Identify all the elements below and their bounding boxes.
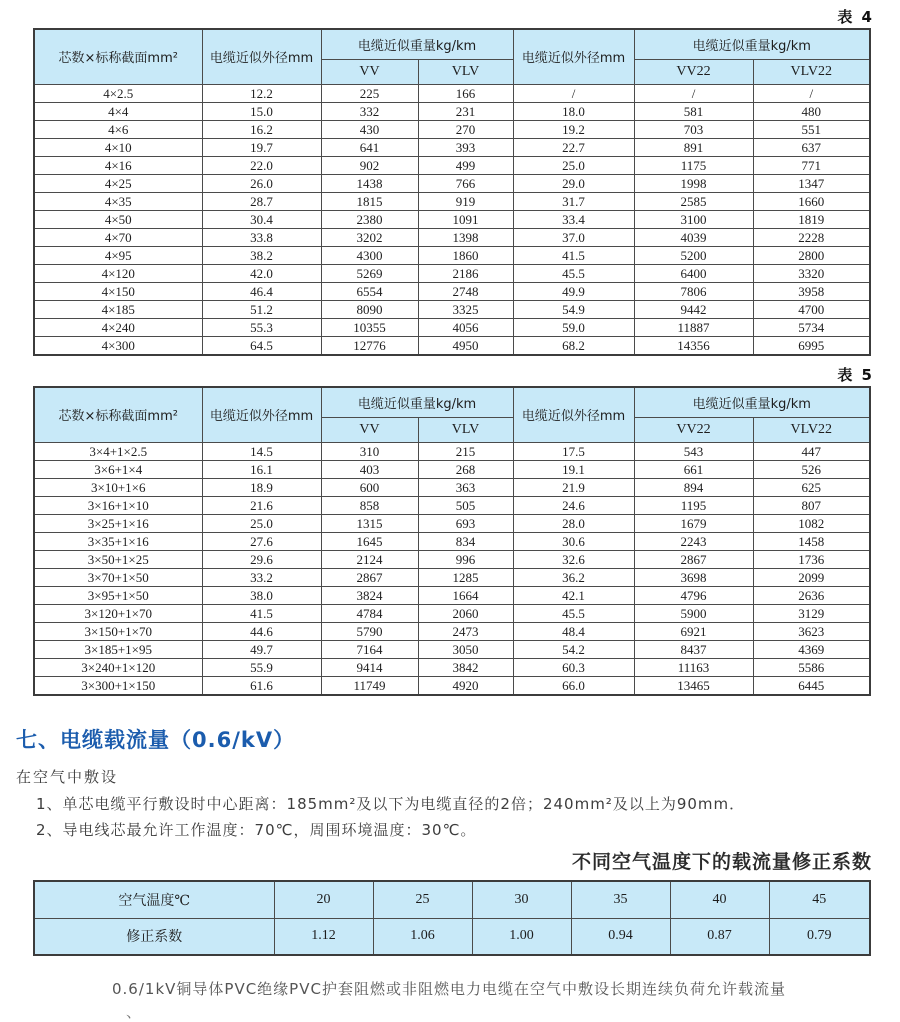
table-cell: 807	[753, 496, 870, 514]
table-cell: 225	[321, 84, 418, 102]
table-cell: 45.5	[513, 264, 634, 282]
table-cell: 2748	[418, 282, 513, 300]
table-cell: 641	[321, 138, 418, 156]
table-cell: 1860	[418, 246, 513, 264]
table-cell: 996	[418, 550, 513, 568]
table-cell: 363	[418, 478, 513, 496]
table-cell: 11163	[634, 658, 753, 676]
table-cell: 3×150+1×70	[34, 622, 202, 640]
table-cell: 637	[753, 138, 870, 156]
table-cell: 4950	[418, 336, 513, 355]
table-cell: 4×185	[34, 300, 202, 318]
table-cell: 42.1	[513, 586, 634, 604]
table-cell: 1315	[321, 514, 418, 532]
table-cell: 4300	[321, 246, 418, 264]
table-cell: 1175	[634, 156, 753, 174]
table-cell: 16.1	[202, 460, 321, 478]
table-cell: 24.6	[513, 496, 634, 514]
table-cell: 661	[634, 460, 753, 478]
table-cell: 15.0	[202, 102, 321, 120]
table-cell: 4784	[321, 604, 418, 622]
table-cell: 2228	[753, 228, 870, 246]
table-cell: 6445	[753, 676, 870, 695]
table-cell: 3623	[753, 622, 870, 640]
table-cell: 38.2	[202, 246, 321, 264]
table-cell: 9442	[634, 300, 753, 318]
table-cell: 46.4	[202, 282, 321, 300]
table-cell: 268	[418, 460, 513, 478]
table-cell: 1398	[418, 228, 513, 246]
header-outer-diameter: 电缆近似外径mm	[202, 29, 321, 84]
correction-coefficient-table	[33, 880, 871, 956]
table4-body	[34, 84, 870, 355]
table-cell: 3×6+1×4	[34, 460, 202, 478]
header-vv22: VV22	[634, 59, 753, 84]
table-cell: 3×95+1×50	[34, 586, 202, 604]
table4-label: 表 4	[837, 8, 874, 26]
table-cell: 3×70+1×50	[34, 568, 202, 586]
table-cell: 581	[634, 102, 753, 120]
table-cell: 32.6	[513, 550, 634, 568]
footer-description: 0.6/1kV铜导体PVC绝缘PVC护套阻燃或非阻燃电力电缆在空气中敷设长期连续负荷允许载流量	[112, 980, 786, 998]
table-cell: 40	[670, 881, 769, 918]
table-cell: 51.2	[202, 300, 321, 318]
table-cell: 858	[321, 496, 418, 514]
section-title-ampacity: 七、电缆载流量（0.6/kV）	[16, 728, 296, 752]
table-cell: 66.0	[513, 676, 634, 695]
table-cell: 3×50+1×25	[34, 550, 202, 568]
table-cell: 3×16+1×10	[34, 496, 202, 514]
header-outer-diameter-2: 电缆近似外径mm	[513, 387, 634, 442]
header-vlv22: VLV22	[753, 59, 870, 84]
table-cell: 703	[634, 120, 753, 138]
table-row	[34, 918, 870, 955]
table-row	[34, 282, 870, 300]
table-cell: 403	[321, 460, 418, 478]
header-vlv: VLV	[418, 59, 513, 84]
table-cell: 14.5	[202, 442, 321, 460]
table-cell: 8437	[634, 640, 753, 658]
table-cell: 4×50	[34, 210, 202, 228]
table-cell: 21.9	[513, 478, 634, 496]
table-row	[34, 174, 870, 192]
table-row	[34, 300, 870, 318]
table-row	[34, 192, 870, 210]
table-cell: 13465	[634, 676, 753, 695]
table-row	[34, 550, 870, 568]
table-row	[34, 84, 870, 102]
table-cell: 55.3	[202, 318, 321, 336]
table-row	[34, 658, 870, 676]
table-cell: 3×4+1×2.5	[34, 442, 202, 460]
table-cell: 空气温度℃	[34, 881, 274, 918]
table-cell: 2867	[634, 550, 753, 568]
table-cell: 11749	[321, 676, 418, 695]
table-cell: 3×185+1×95	[34, 640, 202, 658]
table-cell: 31.7	[513, 192, 634, 210]
header-row	[34, 29, 870, 59]
table-cell: 543	[634, 442, 753, 460]
table-cell: 12776	[321, 336, 418, 355]
header-weight: 电缆近似重量kg/km	[321, 29, 513, 59]
table-cell: 2124	[321, 550, 418, 568]
table-cell: 5586	[753, 658, 870, 676]
table-cell: 4×240	[34, 318, 202, 336]
table-cell: 42.0	[202, 264, 321, 282]
note-temperature: 2、导电线芯最允许工作温度：70℃，周围环境温度：30℃。	[36, 821, 477, 839]
table-cell: 332	[321, 102, 418, 120]
header-vlv: VLV	[418, 417, 513, 442]
table-cell: 3129	[753, 604, 870, 622]
header-outer-diameter-2: 电缆近似外径mm	[513, 29, 634, 84]
table-cell: 4×95	[34, 246, 202, 264]
table-cell: 2380	[321, 210, 418, 228]
table-cell: 600	[321, 478, 418, 496]
table-cell: 19.1	[513, 460, 634, 478]
table-row	[34, 622, 870, 640]
table-cell: 1645	[321, 532, 418, 550]
table-cell: 30.6	[513, 532, 634, 550]
table-cell: 2867	[321, 568, 418, 586]
table-cell: 28.0	[513, 514, 634, 532]
table-cell: 4369	[753, 640, 870, 658]
table-cell: 4×16	[34, 156, 202, 174]
table-cell: 68.2	[513, 336, 634, 355]
table-cell: 25.0	[513, 156, 634, 174]
table-cell: 3698	[634, 568, 753, 586]
table-cell: 2186	[418, 264, 513, 282]
table-cell: 18.9	[202, 478, 321, 496]
table-cell: 1458	[753, 532, 870, 550]
table-cell: 49.9	[513, 282, 634, 300]
table-cell: 6995	[753, 336, 870, 355]
table-cell: 4×2.5	[34, 84, 202, 102]
table-cell: 0.94	[571, 918, 670, 955]
table-cell: 19.7	[202, 138, 321, 156]
table-cell: 29.0	[513, 174, 634, 192]
table-cell: 54.9	[513, 300, 634, 318]
table-row	[34, 318, 870, 336]
table-cell: /	[634, 84, 753, 102]
table-cell: 3×240+1×120	[34, 658, 202, 676]
table-cell: 0.79	[769, 918, 870, 955]
table-cell: 1679	[634, 514, 753, 532]
table-cell: 1438	[321, 174, 418, 192]
table-row	[34, 210, 870, 228]
table-cell: 3824	[321, 586, 418, 604]
table-cell: 26.0	[202, 174, 321, 192]
table-cell: 902	[321, 156, 418, 174]
air-laying-heading: 在空气中敷设	[16, 768, 119, 786]
table-cell: 2636	[753, 586, 870, 604]
table-cell: 5790	[321, 622, 418, 640]
table-cell: 19.2	[513, 120, 634, 138]
table-cell: 430	[321, 120, 418, 138]
table-cell: 894	[634, 478, 753, 496]
header-vv: VV	[321, 417, 418, 442]
table-cell: 499	[418, 156, 513, 174]
table-row	[34, 228, 870, 246]
table-cell: 22.7	[513, 138, 634, 156]
table-cell: 1815	[321, 192, 418, 210]
table-cell: 1.00	[472, 918, 571, 955]
table-cell: 3320	[753, 264, 870, 282]
table-cell: 5200	[634, 246, 753, 264]
table-cell: 4×300	[34, 336, 202, 355]
table-cell: 6554	[321, 282, 418, 300]
table-cell: 61.6	[202, 676, 321, 695]
table-row	[34, 640, 870, 658]
table-cell: 2585	[634, 192, 753, 210]
table-row	[34, 264, 870, 282]
table-cell: 45	[769, 881, 870, 918]
table-cell: 1998	[634, 174, 753, 192]
table-cell: 4700	[753, 300, 870, 318]
table-cell: 7164	[321, 640, 418, 658]
table-cell: 2473	[418, 622, 513, 640]
table-cell: 480	[753, 102, 870, 120]
table-cell: /	[753, 84, 870, 102]
table-cell: 64.5	[202, 336, 321, 355]
table-cell: 1347	[753, 174, 870, 192]
table-row	[34, 138, 870, 156]
table-cell: 2060	[418, 604, 513, 622]
cable-table-4	[33, 28, 871, 356]
table-cell: 4×25	[34, 174, 202, 192]
table-cell: 9414	[321, 658, 418, 676]
table-cell: 41.5	[202, 604, 321, 622]
table5-label: 表 5	[837, 366, 874, 384]
table-row	[34, 102, 870, 120]
table-cell: 33.4	[513, 210, 634, 228]
header-weight-2: 电缆近似重量kg/km	[634, 29, 870, 59]
table-cell: 12.2	[202, 84, 321, 102]
header-vv: VV	[321, 59, 418, 84]
table-cell: 3×300+1×150	[34, 676, 202, 695]
table-cell: 2099	[753, 568, 870, 586]
table-cell: 35	[571, 881, 670, 918]
table-row	[34, 514, 870, 532]
table-cell: 修正系数	[34, 918, 274, 955]
table-cell: 834	[418, 532, 513, 550]
table-cell: 3×10+1×6	[34, 478, 202, 496]
table-row	[34, 604, 870, 622]
table-cell: 44.6	[202, 622, 321, 640]
table-cell: 33.2	[202, 568, 321, 586]
table-cell: 1819	[753, 210, 870, 228]
table-cell: 16.2	[202, 120, 321, 138]
table-cell: 14356	[634, 336, 753, 355]
table-cell: 0.87	[670, 918, 769, 955]
table-cell: 11887	[634, 318, 753, 336]
table-cell: 3958	[753, 282, 870, 300]
table-cell: 54.2	[513, 640, 634, 658]
table-cell: 4796	[634, 586, 753, 604]
table4-header	[34, 29, 870, 84]
table-cell: 4×6	[34, 120, 202, 138]
table-cell: 6921	[634, 622, 753, 640]
header-vv22: VV22	[634, 417, 753, 442]
table-cell: 4×150	[34, 282, 202, 300]
table-cell: 3050	[418, 640, 513, 658]
table-cell: 166	[418, 84, 513, 102]
table-cell: 1660	[753, 192, 870, 210]
table-cell: 6400	[634, 264, 753, 282]
table-cell: 2243	[634, 532, 753, 550]
table-cell: 3202	[321, 228, 418, 246]
header-row	[34, 387, 870, 417]
table-cell: 3100	[634, 210, 753, 228]
table-row	[34, 496, 870, 514]
table5-body	[34, 442, 870, 695]
table-cell: 625	[753, 478, 870, 496]
header-weight-2: 电缆近似重量kg/km	[634, 387, 870, 417]
table-cell: 5900	[634, 604, 753, 622]
table-cell: 45.5	[513, 604, 634, 622]
table-cell: 2800	[753, 246, 870, 264]
table-cell: 30.4	[202, 210, 321, 228]
table-cell: 231	[418, 102, 513, 120]
table-cell: 5269	[321, 264, 418, 282]
table-cell: 18.0	[513, 102, 634, 120]
table-cell: 41.5	[513, 246, 634, 264]
table-cell: 25.0	[202, 514, 321, 532]
table-cell: 60.3	[513, 658, 634, 676]
table-row	[34, 246, 870, 264]
table-cell: 505	[418, 496, 513, 514]
table-cell: 891	[634, 138, 753, 156]
table-cell: 7806	[634, 282, 753, 300]
table-cell: 270	[418, 120, 513, 138]
table-row	[34, 568, 870, 586]
header-weight: 电缆近似重量kg/km	[321, 387, 513, 417]
table-row	[34, 442, 870, 460]
table-cell: /	[513, 84, 634, 102]
table-cell: 8090	[321, 300, 418, 318]
table5-header	[34, 387, 870, 442]
table-cell: 1736	[753, 550, 870, 568]
table-cell: 1664	[418, 586, 513, 604]
table-row	[34, 676, 870, 695]
table-row	[34, 586, 870, 604]
table-cell: 4920	[418, 676, 513, 695]
table-cell: 771	[753, 156, 870, 174]
table-cell: 27.6	[202, 532, 321, 550]
table-cell: 393	[418, 138, 513, 156]
table-cell: 526	[753, 460, 870, 478]
table-cell: 215	[418, 442, 513, 460]
table-row	[34, 881, 870, 918]
table-row	[34, 156, 870, 174]
cutoff-next-line: 、	[126, 1003, 142, 1021]
table-cell: 3325	[418, 300, 513, 318]
table-cell: 4×120	[34, 264, 202, 282]
table-cell: 17.5	[513, 442, 634, 460]
table-cell: 447	[753, 442, 870, 460]
table-cell: 1195	[634, 496, 753, 514]
table-cell: 3×25+1×16	[34, 514, 202, 532]
header-core-spec: 芯数×标称截面mm²	[34, 29, 202, 84]
table-cell: 4×35	[34, 192, 202, 210]
table-cell: 693	[418, 514, 513, 532]
table-row	[34, 532, 870, 550]
table-cell: 25	[373, 881, 472, 918]
header-vlv22: VLV22	[753, 417, 870, 442]
table-cell: 919	[418, 192, 513, 210]
table-cell: 4×10	[34, 138, 202, 156]
table-cell: 310	[321, 442, 418, 460]
table-cell: 3×35+1×16	[34, 532, 202, 550]
table-cell: 33.8	[202, 228, 321, 246]
table-cell: 37.0	[513, 228, 634, 246]
table-cell: 766	[418, 174, 513, 192]
table-cell: 28.7	[202, 192, 321, 210]
table-row	[34, 478, 870, 496]
table-cell: 3×120+1×70	[34, 604, 202, 622]
table-cell: 4×4	[34, 102, 202, 120]
table-cell: 4×70	[34, 228, 202, 246]
table-row	[34, 336, 870, 355]
table-cell: 36.2	[513, 568, 634, 586]
correction-table-body	[34, 881, 870, 955]
table-cell: 4039	[634, 228, 753, 246]
cable-table-5	[33, 386, 871, 696]
table-cell: 59.0	[513, 318, 634, 336]
header-core-spec: 芯数×标称截面mm²	[34, 387, 202, 442]
table-cell: 49.7	[202, 640, 321, 658]
table-cell: 38.0	[202, 586, 321, 604]
table-cell: 551	[753, 120, 870, 138]
table-cell: 1.12	[274, 918, 373, 955]
table-cell: 5734	[753, 318, 870, 336]
note-spacing: 1、单芯电缆平行敷设时中心距离：185mm²及以下为电缆直径的2倍；240mm²及以上为90mm．	[36, 795, 746, 813]
table-cell: 30	[472, 881, 571, 918]
table-cell: 1.06	[373, 918, 472, 955]
table-cell: 22.0	[202, 156, 321, 174]
table-cell: 3842	[418, 658, 513, 676]
table-cell: 1091	[418, 210, 513, 228]
correction-table-title: 不同空气温度下的载流量修正系数	[571, 851, 872, 873]
header-outer-diameter: 电缆近似外径mm	[202, 387, 321, 442]
table-cell: 4056	[418, 318, 513, 336]
table-cell: 48.4	[513, 622, 634, 640]
table-cell: 29.6	[202, 550, 321, 568]
table-cell: 1285	[418, 568, 513, 586]
table-cell: 20	[274, 881, 373, 918]
table-row	[34, 120, 870, 138]
table-cell: 10355	[321, 318, 418, 336]
table-cell: 21.6	[202, 496, 321, 514]
table-cell: 55.9	[202, 658, 321, 676]
table-row	[34, 460, 870, 478]
table-cell: 1082	[753, 514, 870, 532]
